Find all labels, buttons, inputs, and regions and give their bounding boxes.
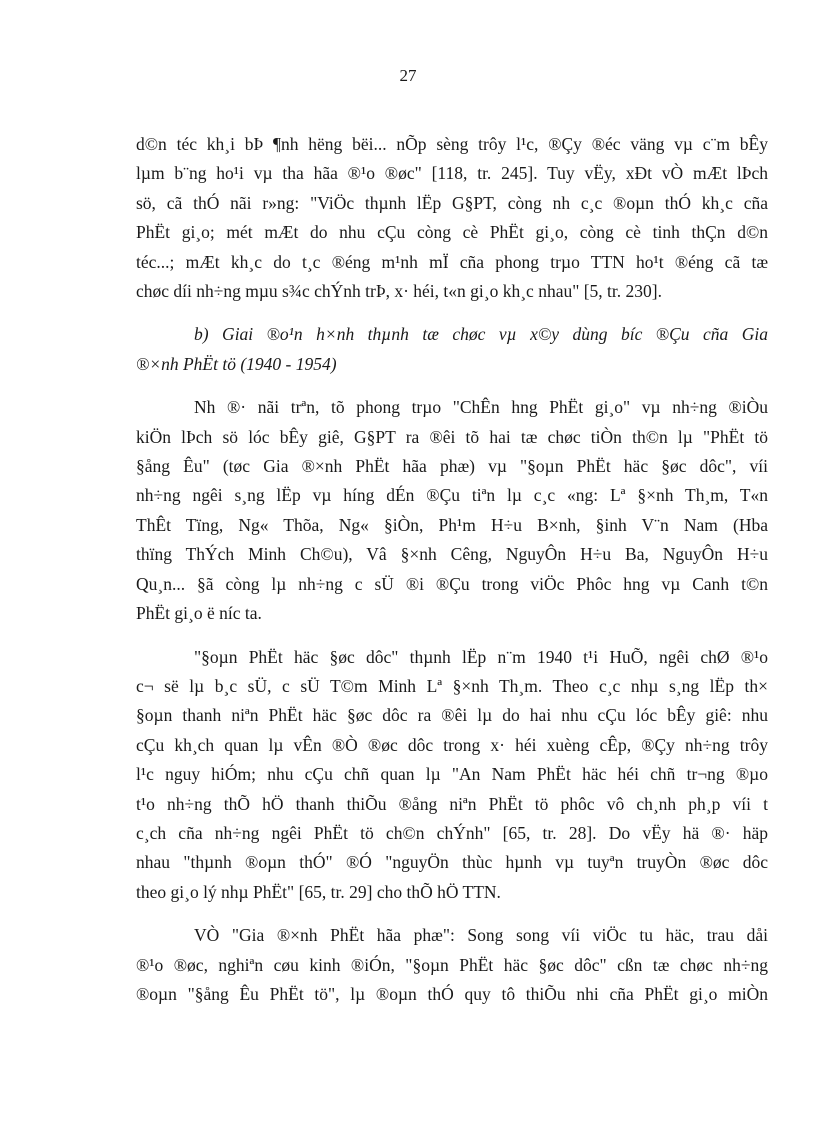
paragraph-2 — [136, 393, 768, 628]
text-line: lµm b¨ng ho¹i vµ tha hãa ®¹o ®øc" [118, tr. 245]. Tuy vËy, xÐt vÒ mÆt lÞch — [136, 163, 768, 184]
text-line: ThÊt Tïng, Ng« Thõa, Ng« §iÒn, Ph¹m H÷u B×nh, §inh V¨n Nam (Hba — [136, 514, 768, 535]
paragraph-1 — [136, 130, 768, 306]
heading-line: b) Giai ®o¹n h×nh thµnh tæ chøc vµ x©y dùng bíc ®Çu cña Gia — [194, 324, 768, 345]
heading-line: ®×nh PhËt tö (1940 - 1954) — [136, 353, 337, 374]
text-line: PhËt gi¸o; mét mÆt do nhu cÇu còng cè PhËt gi¸o, còng cè tinh thÇn d©n — [136, 222, 768, 243]
text-line: d©n téc kh¸i bÞ ¶nh hëng bëi... nÕp sèng trôy l¹c, ®Çy ®éc väng vµ c¨m bÊy — [136, 134, 768, 154]
text-line: theo gi¸o lý nhµ PhËt" [65, tr. 29] cho thÕ hÖ TTN. — [136, 881, 501, 902]
paragraph-4 — [136, 921, 768, 1009]
text-line: ®oµn "§ång Êu PhËt tö", lµ ®oµn thÓ quy tô thiÕu nhi cña PhËt gi¸o miÒn — [136, 983, 768, 1004]
text-line: c¬ së lµ b¸c sÜ, c sÜ T©m Minh Lª §×nh Th¸m. Theo c¸c nhµ s¸ng lËp th× — [136, 675, 768, 696]
text-line: thïng ThÝch Minh Ch©u), Vâ §×nh Cêng, NguyÔn H÷u Ba, NguyÔn H÷u — [136, 544, 768, 565]
text-line: "§oµn PhËt häc §øc dôc" thµnh lËp n¨m 1940 t¹i HuÕ, ngêi chØ ®¹o — [194, 646, 768, 667]
text-line: téc...; mÆt kh¸c do t¸c ®éng m¹nh mÏ cña phong trµo TTN ho¹t ®éng cã tæ — [136, 251, 768, 272]
text-line: PhËt gi¸o ë níc ta. — [136, 603, 262, 624]
paragraph-3 — [136, 643, 768, 908]
text-line: cÇu kh¸ch quan lµ vÊn ®Ò ®øc dôc trong x· héi xuèng cÊp, ®Çy nh÷ng trôy — [136, 734, 768, 755]
text-line: nhau "thµnh ®oµn thÓ" ®Ó "nguyÖn thùc hµnh vµ tuyªn truyÒn ®øc dôc — [136, 852, 768, 873]
text-line: §oµn thanh niªn PhËt häc §øc dôc ra ®êi lµ do hai nhu cÇu lóc bÊy giê: nhu — [136, 705, 768, 726]
text-line: l¹c nguy hiÓm; nhu cÇu chñ quan lµ "An Nam PhËt häc héi chñ tr¬ng ®µo — [136, 764, 768, 785]
text-line: Nh ®· nãi trªn, tõ phong trµo "ChÊn hng PhËt gi¸o" vµ nh÷ng ®iÒu — [194, 397, 768, 418]
text-line: nh÷ng ngêi s¸ng lËp vµ híng dÉn ®Çu tiªn lµ c¸c «ng: Lª §×nh Th¸m, T«n — [136, 485, 768, 506]
text-line: VÒ "Gia ®×nh PhËt hãa phæ": Song song víi viÖc tu häc, trau dåi — [194, 925, 768, 946]
text-line: §ång Êu" (tøc Gia ®×nh PhËt hãa phæ) vµ "§oµn PhËt häc §øc dôc", víi — [136, 456, 768, 477]
text-line: sö, cã thÓ nãi r»ng: "ViÖc thµnh lËp G§PT, còng nh c¸c ®oµn thÓ kh¸c cña — [136, 192, 768, 213]
text-line: chøc díi nh÷ng mµu s¾c chÝnh trÞ, x· héi, t«n gi¸o kh¸c nhau" [5, tr. 230]. — [136, 281, 662, 302]
text-line: ®¹o ®øc, nghiªn cøu kinh ®iÓn, "§oµn PhËt häc §øc dôc" cßn tæ chøc nh÷ng — [136, 954, 768, 975]
text-line: kiÖn lÞch sö lóc bÊy giê, G§PT ra ®êi tõ hai tæ chøc tiÒn th©n lµ "PhËt tö — [136, 426, 768, 447]
section-heading — [136, 320, 768, 379]
text-line: Qu¸n... §ã còng lµ nh÷ng c sÜ ®i ®Çu trong viÖc Phôc hng vµ Canh t©n — [136, 573, 768, 594]
text-line: t¹o nh÷ng thÕ hÖ thanh thiÕu ®ång niªn PhËt tö phôc vô ch¸nh ph¸p víi t — [136, 793, 768, 814]
body-text — [136, 130, 768, 1023]
page-number: 27 — [399, 66, 417, 85]
text-line: c¸ch cña nh÷ng ngêi PhËt tö ch©n chÝnh" [65, tr. 28]. Do vËy hä ®· häp — [136, 822, 768, 843]
